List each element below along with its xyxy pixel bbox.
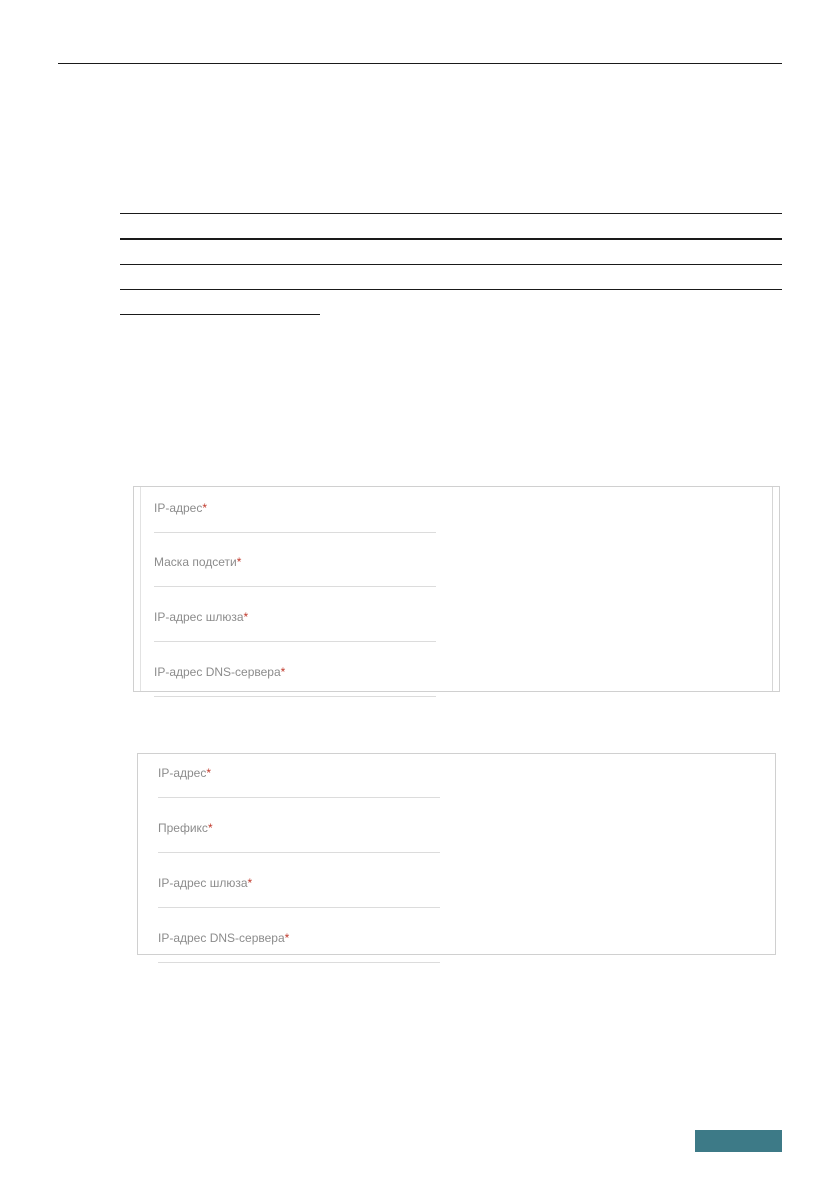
ipv6-address-field[interactable] — [158, 766, 440, 798]
ip-address-label: IP-адрес* — [154, 501, 208, 515]
prefix-label: Префикс* — [158, 821, 213, 835]
required-mark: * — [202, 501, 208, 515]
header-rule — [58, 63, 782, 64]
input-underline — [154, 696, 436, 697]
input-underline — [158, 907, 440, 908]
input-underline — [158, 962, 440, 963]
subnet-mask-label: Маска подсети* — [154, 555, 242, 569]
gateway-ip-field[interactable] — [154, 610, 436, 642]
required-mark: * — [280, 665, 286, 679]
static-ip-settings-panel — [133, 486, 780, 692]
required-mark: * — [207, 821, 213, 835]
table-rule-row — [120, 264, 782, 265]
prefix-field[interactable] — [158, 821, 440, 853]
table-rule-bottom — [120, 289, 782, 290]
static-ipv6-settings-panel — [137, 753, 776, 955]
required-mark: * — [243, 610, 249, 624]
table-rule-top — [120, 213, 782, 214]
subnet-mask-field[interactable] — [154, 555, 436, 587]
dns-server-ip-field[interactable] — [154, 665, 436, 697]
ipv6-dns-server-label: IP-адрес DNS-сервера* — [158, 931, 290, 945]
ipv6-dns-server-field[interactable] — [158, 931, 440, 963]
required-mark: * — [247, 876, 253, 890]
table-rule-header — [120, 238, 782, 240]
input-underline — [158, 852, 440, 853]
ipv6-gateway-label: IP-адрес шлюза* — [158, 876, 253, 890]
input-underline — [154, 586, 436, 587]
footnote-rule — [120, 314, 320, 315]
input-underline — [158, 797, 440, 798]
required-mark: * — [236, 555, 242, 569]
ipv6-address-label: IP-адрес* — [158, 766, 212, 780]
input-underline — [154, 641, 436, 642]
gateway-ip-label: IP-адрес шлюза* — [154, 610, 249, 624]
ip-address-field[interactable] — [154, 501, 436, 533]
ipv6-gateway-field[interactable] — [158, 876, 440, 908]
input-underline — [154, 532, 436, 533]
dns-server-ip-label: IP-адрес DNS-сервера* — [154, 665, 286, 679]
page-number-tab — [695, 1130, 782, 1152]
required-mark: * — [284, 931, 290, 945]
required-mark: * — [206, 766, 212, 780]
